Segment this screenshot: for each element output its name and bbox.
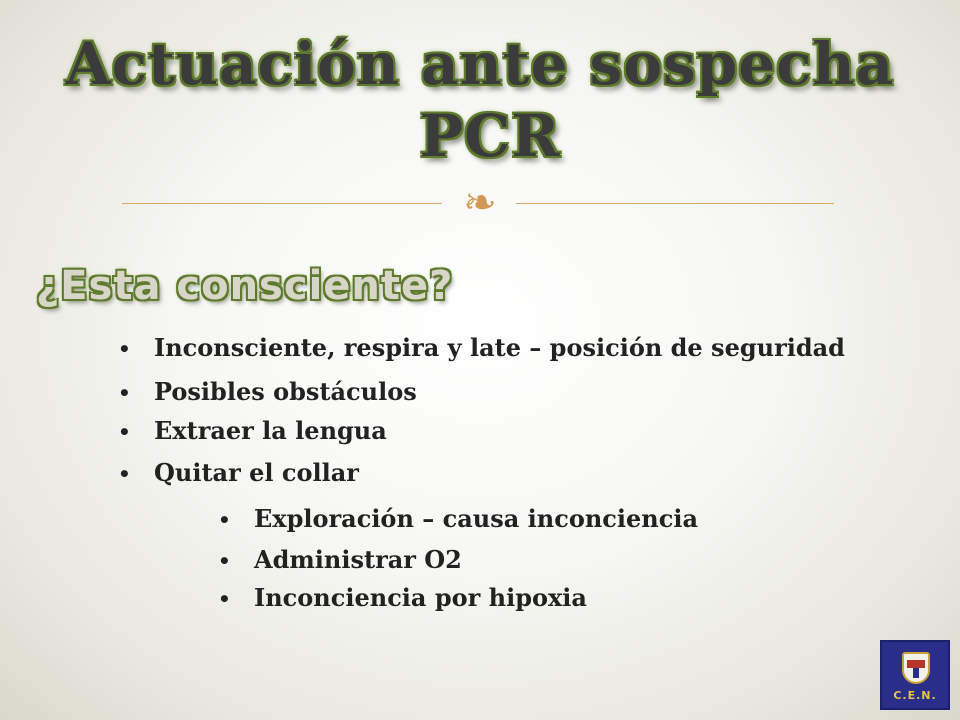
bullet-marker: •: [118, 462, 131, 486]
slide-title: [0, 28, 960, 172]
bullet-marker: •: [218, 587, 231, 611]
bullet-text: Inconsciente, respira y late – posición de seguridad: [154, 333, 845, 362]
bullet-item: [118, 333, 845, 364]
bullet-item: [218, 583, 587, 614]
bullet-item: [118, 377, 417, 408]
bullet-item: [118, 416, 387, 447]
bullet-text: Quitar el collar: [154, 458, 359, 487]
bullet-marker: •: [118, 420, 131, 444]
logo-text: C.E.N.: [893, 689, 937, 702]
bullet-item: [118, 458, 359, 489]
bullet-item: [218, 504, 698, 535]
bullet-marker: •: [218, 549, 231, 573]
bullet-text: Inconciencia por hipoxia: [254, 583, 587, 612]
bullet-text: Exploración – causa inconciencia: [254, 504, 698, 533]
bullet-text: Extraer la lengua: [154, 416, 387, 445]
flourish-icon: ❧: [463, 180, 497, 226]
section-heading: ¿Esta consciente?: [36, 263, 454, 309]
title-line-2: PCR: [419, 102, 561, 170]
bullet-text: Administrar O2: [254, 545, 462, 574]
school-crest-icon: [880, 640, 950, 710]
divider-line-right: [516, 203, 834, 204]
title-line-1: Actuación ante sospecha: [65, 30, 895, 98]
bullet-marker: •: [118, 381, 131, 405]
bullet-item: [218, 545, 462, 576]
bullet-text: Posibles obstáculos: [154, 377, 417, 406]
crest-shield: [902, 652, 930, 684]
divider-line-left: [122, 203, 442, 204]
bullet-marker: •: [218, 508, 231, 532]
bullet-marker: •: [118, 337, 131, 361]
